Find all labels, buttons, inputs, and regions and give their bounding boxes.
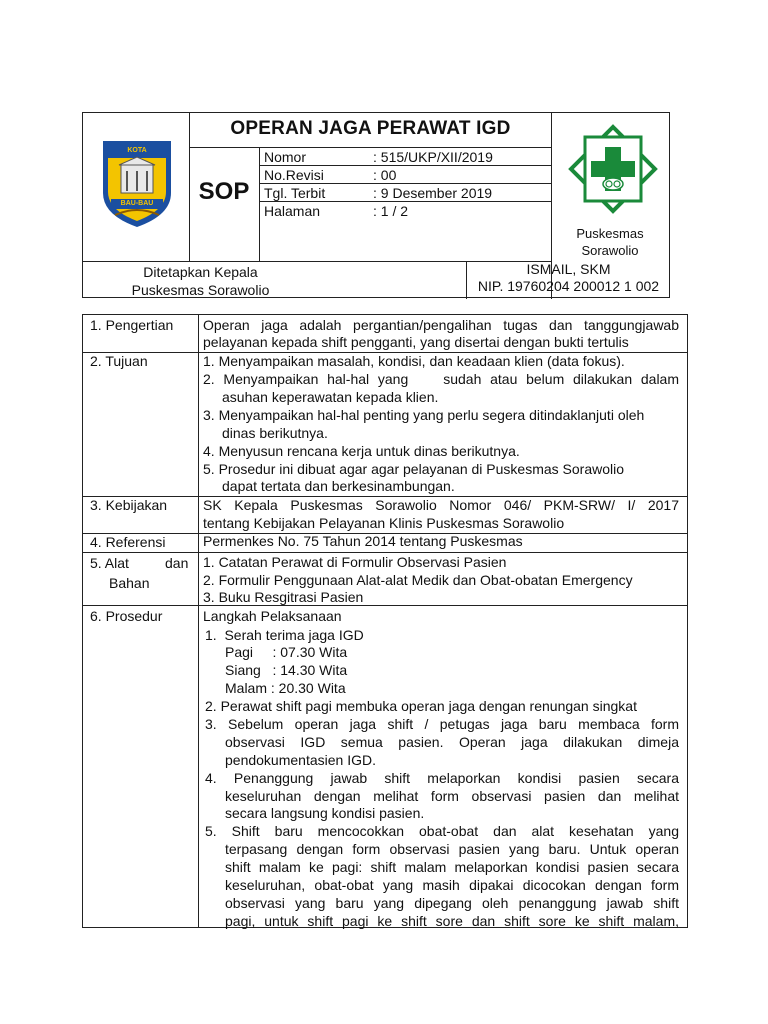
emblem-top-text: KOTA <box>127 147 147 154</box>
prosedur-line16: keseluruhan, obat-obat yang masih dipakai dicocokan dengan form <box>225 877 679 893</box>
pengertian-line1: Operan jaga adalah pergantian/pengalihan tugas dan tanggungjawab <box>203 317 679 333</box>
prosedur-line8: observasi IGD semua pasien. Operan jaga dilakukan dimeja <box>225 734 679 750</box>
puskesmas-logo-icon <box>567 123 659 223</box>
puskesmas-caption-line1: Puskesmas <box>576 226 644 241</box>
puskesmas-logo <box>567 123 659 223</box>
kebijakan-line2: tentang Kebijakan Pelayanan Klinis Puskesmas Sorawolio <box>203 515 565 531</box>
label-tujuan: 2. Tujuan <box>90 353 148 369</box>
label-pengertian: 1. Pengertian <box>90 317 174 333</box>
meta-value-nomor: : 515/UKP/XII/2019 <box>373 149 493 165</box>
prosedur-line10: 4. Penanggung jawab shift melaporkan kondisi pasien secara <box>205 770 679 786</box>
prosedur-line13: 5. Shift baru mencocokkan obat-obat dan alat kesehatan yang <box>205 823 679 839</box>
tujuan-line4: 3. Menyampaikan hal-hal penting yang perlu segera ditindaklanjuti oleh <box>203 407 645 423</box>
prosedur-line2: 1. Serah terima jaga IGD <box>205 627 364 643</box>
meta-key-halaman: Halaman <box>264 203 321 219</box>
tujuan-line3: asuhan keperawatan kepada klien. <box>222 389 439 405</box>
pengertian-line2: pelayanan kepada shift pengganti, yang disertai dengan bukti tertulis <box>203 334 629 350</box>
prosedur-line4: Siang : 14.30 Wita <box>225 662 348 678</box>
prosedur-line15: shift malam ke pagi: shift malam melaporkan kondisi pasien secara <box>225 859 679 875</box>
alat-line2: 2. Formulir Penggunaan Alat-alat Medik dan Obat-obatan Emergency <box>203 572 633 588</box>
meta-value-terbit: : 9 Desember 2019 <box>373 185 493 201</box>
kebijakan-line1: SK Kepala Puskesmas Sorawolio Nomor 046/ PKM-SRW/ I/ 2017 <box>203 497 679 513</box>
prosedur-line17: observasi yang baru yang dipegang oleh penanggung jawab shift <box>225 895 679 911</box>
tujuan-line5: dinas berikutnya. <box>222 425 328 441</box>
set-by-line1: Ditetapkan Kepala <box>143 264 258 280</box>
city-emblem <box>97 135 177 231</box>
prosedur-line6: 2. Perawat shift pagi membuka operan jaga dengan renungan singkat <box>205 698 637 714</box>
prosedur-line3: Pagi : 07.30 Wita <box>225 644 348 660</box>
prosedur-line12: secara langsung kondisi pasien. <box>225 805 425 821</box>
meta-key-terbit: Tgl. Terbit <box>264 185 326 201</box>
label-prosedur: 6. Prosedur <box>90 608 163 624</box>
tujuan-line6: 4. Menyusun rencana kerja untuk dinas berikutnya. <box>203 443 520 459</box>
tujuan-line1: 1. Menyampaikan masalah, kondisi, dan keadaan klien (data fokus). <box>203 353 625 369</box>
emblem-bottom-text: BAU-BAU <box>120 200 154 207</box>
prosedur-line7: 3. Sebelum operan jaga shift / petugas jaga baru membaca form <box>205 716 679 732</box>
sop-label: SOP <box>198 178 250 205</box>
label-kebijakan: 3. Kebijakan <box>90 497 168 513</box>
set-by-line2: Puskesmas Sorawolio <box>131 282 270 298</box>
meta-value-revisi: : 00 <box>373 167 397 183</box>
prosedur-line9: pendokumentasien IGD. <box>225 752 376 768</box>
document-title: OPERAN JAGA PERAWAT IGD <box>230 118 511 139</box>
meta-key-nomor: Nomor <box>264 149 307 165</box>
label-alat: 5. Alat <box>90 555 129 571</box>
signer-nip: NIP. 19760204 200012 1 002 <box>477 278 660 294</box>
label-dan: dan <box>165 555 189 571</box>
label-bahan: Bahan <box>109 575 150 591</box>
meta-key-revisi: No.Revisi <box>264 167 324 183</box>
meta-value-halaman: : 1 / 2 <box>373 203 409 219</box>
tujuan-line2: 2. Menyampaikan hal-hal yang sudah atau belum dilakukan dalam <box>203 371 679 387</box>
prosedur-line11: keseluruhan dengan melihat form observasi pasien dan melihat <box>225 788 679 804</box>
tujuan-line7: 5. Prosedur ini dibuat agar agar pelayanan di Puskesmas Sorawolio <box>203 461 625 477</box>
sop-header <box>82 112 670 298</box>
signer-name: ISMAIL, SKM <box>526 261 611 277</box>
tujuan-line8: dapat tertata dan berkesinambungan. <box>222 478 455 494</box>
prosedur-line18: pagi, untuk shift pagi ke shift sore dan shift sore ke shift malam, <box>225 913 679 929</box>
prosedur-line5: Malam : 20.30 Wita <box>225 680 346 696</box>
puskesmas-caption-line2: Sorawolio <box>581 243 639 258</box>
alat-line3: 3. Buku Resgitrasi Pasien <box>203 589 364 605</box>
prosedur-line1: Langkah Pelaksanaan <box>203 608 342 624</box>
label-referensi: 4. Referensi <box>90 534 166 550</box>
referensi-line1: Permenkes No. 75 Tahun 2014 tentang Puskesmas <box>203 533 523 549</box>
prosedur-line14: terpasang dengan form observasi pasien yang baru. Untuk operan <box>225 841 679 857</box>
alat-line1: 1. Catatan Perawat di Formulir Observasi Pasien <box>203 554 507 570</box>
